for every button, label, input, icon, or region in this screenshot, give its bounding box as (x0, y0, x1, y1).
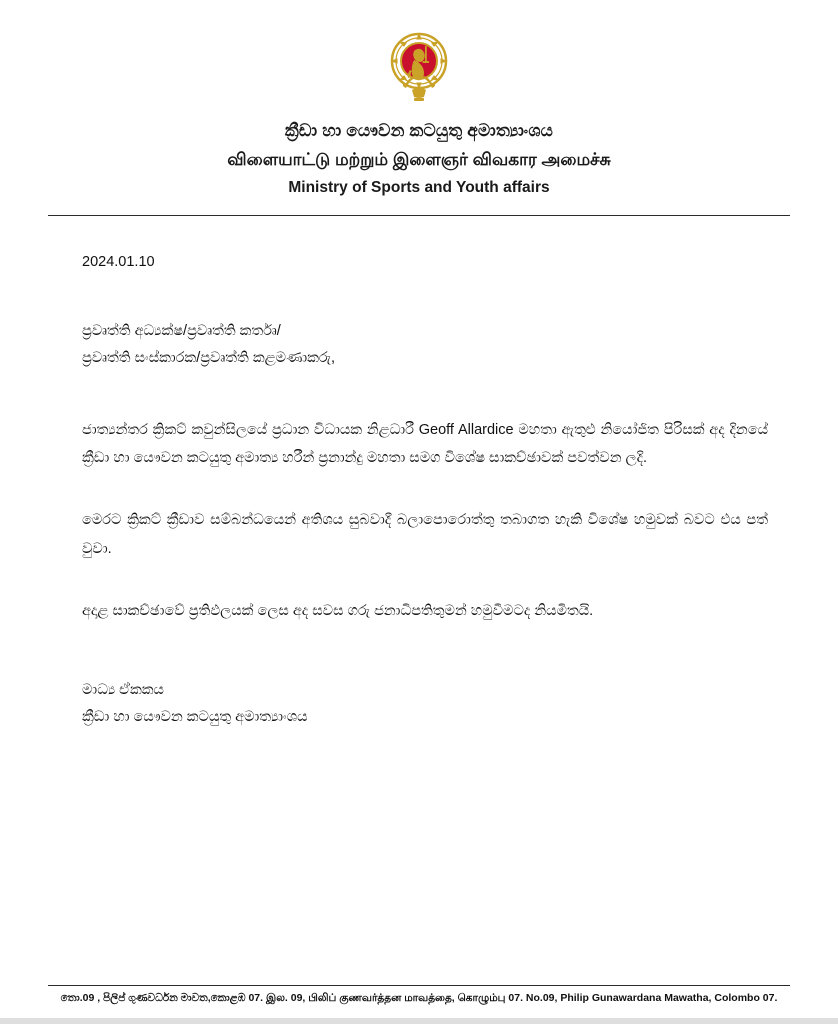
letter-body (0, 254, 838, 731)
addressee-line-2: ප්‍රවෘත්ති සංස්කාරක/ප්‍රවෘත්ති කළමණාකරු, (82, 350, 336, 367)
page-footer (0, 985, 838, 1006)
letter-paragraph-3: අදාළ සාකච්ඡාවේ ප්‍රතිඵලයක් ලෙස අද සවස ගරු ජනාධිපතිතුමන් හමුවීමටද නියමිතයි. (82, 602, 594, 619)
letter-date: 2024.01.10 (82, 254, 155, 271)
header-divider (48, 215, 790, 216)
crest-container (0, 0, 838, 110)
letter-paragraph-1: ජාත්‍යන්තර ක්‍රිකට් කවුන්සිලයේ ප්‍රධාන විධායක නිළධාරී Geoff Allardice මහතා ඇතුළු නියෝජිත පිරිසක් අද දිනයේ ක්‍රීඩා හා යෞවන කටයුතු අමාත්‍ය හරීන් ප්‍රනාන්දු මහතා සමග විශේෂ සාකච්ඡාවක් පවත්වන ලදි. (82, 421, 768, 467)
ministry-title-english: Ministry of Sports and Youth affairs (288, 179, 550, 196)
addressee-line-1: ප්‍රවෘත්ති අධ්‍යක්ෂ/ප්‍රවෘත්ති කර්තෘ/ (82, 323, 281, 340)
letter-addressee (82, 318, 768, 372)
signoff-line-2: ක්‍රීඩා හා යෞවන කටයුතු අමාත්‍යාංශය (82, 709, 308, 726)
footer-address: තො.09 , පිලිප් ගුණවර්ධන මාවත,කොළඹ 07. இல. 09, பிலிப் குணவர்த்தன மாவத்தை, கொழும்பு 07. No.09, Philip Gunawardana Mawatha, Colombo 07. (60, 992, 778, 1005)
ministry-title-sinhala: ක්‍රීඩා හා යෞවන කටයුතු අමාත්‍යාංශය (284, 121, 554, 140)
ministry-title-tamil: விளையாட்டு மற்றும் இளைஞர் விவகார அமைச்சு (227, 149, 611, 169)
national-emblem-icon (388, 30, 450, 110)
signoff-line-1: මාධ්‍ය ඒකකය (82, 682, 164, 699)
page-bottom-edge (0, 1018, 838, 1024)
ministry-titles (0, 118, 838, 199)
letter-signoff (82, 677, 768, 731)
letter-paragraph-2: මෙරට ක්‍රිකට් ක්‍රීඩාව සම්බන්ධයෙන් අතිශය සුබවාදී බලාපොරොත්තු තබාගත හැකි විශේෂ හමුවක් බවට එය පත් වුවා. (82, 512, 768, 557)
